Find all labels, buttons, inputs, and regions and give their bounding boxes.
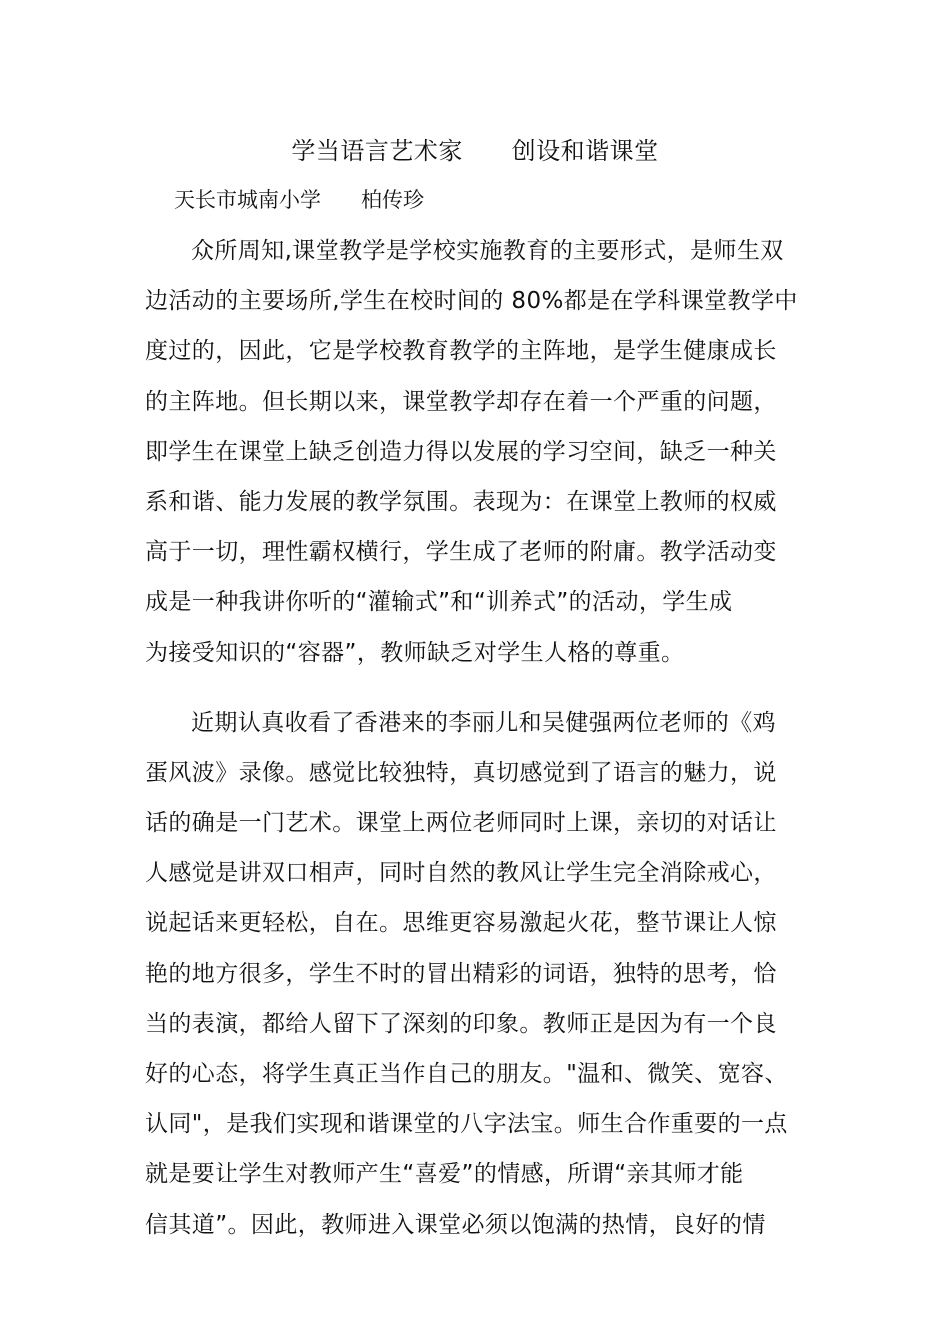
paragraph-line: 好的心态，将学生真正当作自己的朋友。"温和、微笑、宽容、 — [145, 1061, 788, 1087]
paragraph-line: 认同"，是我们实现和谐课堂的八字法宝。师生合作重要的一点 — [145, 1111, 788, 1138]
paragraph-line: 就是要让学生对教师产生“喜爱”的情感，所谓“亲其师才能 — [145, 1161, 744, 1188]
paragraph-line: 蛋风波》录像。感觉比较独特，真切感觉到了语言的魅力，说 — [145, 759, 777, 786]
paragraph-line: 话的确是一门艺术。课堂上两位老师同时上课，亲切的对话让 — [145, 810, 777, 837]
paragraph-line: 说起话来更轻松，自在。思维更容易激起火花，整节课让人惊 — [145, 910, 777, 937]
paragraph-line: 高于一切，理性霸权横行，学生成了老师的附庸。教学活动变 — [145, 539, 777, 566]
paragraph-2 — [145, 698, 807, 1250]
paragraph-line: 边活动的主要场所,学生在校时间的 80%都是在学科课堂教学中 — [145, 288, 798, 315]
paragraph-line: 当的表演，都给人留下了深刻的印象。教师正是因为有一个良 — [145, 1010, 777, 1037]
paragraph-line: 系和谐、能力发展的教学氛围。表现为：在课堂上教师的权威 — [145, 488, 777, 515]
document-body — [145, 226, 807, 1270]
paragraph-line: 的主阵地。但长期以来，课堂教学却存在着一个严重的问题， — [145, 388, 777, 415]
paragraph-line: 度过的，因此，它是学校教育教学的主阵地，是学生健康成长 — [145, 338, 777, 365]
paragraph-1 — [145, 226, 807, 678]
paragraph-line: 即学生在课堂上缺乏创造力得以发展的学习空间，缺乏一种关 — [145, 438, 777, 465]
paragraph-line: 近期认真收看了香港来的李丽儿和吴健强两位老师的《鸡 — [191, 709, 776, 736]
document-title: 学当语言艺术家 创设和谐课堂 — [291, 137, 659, 165]
paragraph-line: 成是一种我讲你听的“灌输式”和“训养式”的活动，学生成 — [145, 589, 733, 616]
paragraph-line: 信其道”。因此，教师进入课堂必须以饱满的热情，良好的情 — [145, 1211, 766, 1238]
author-byline: 天长市城南小学 柏传珍 — [174, 188, 425, 212]
paragraph-line: 艳的地方很多，学生不时的冒出精彩的词语，独特的思考，恰 — [145, 960, 777, 987]
paragraph-line: 众所周知,课堂教学是学校实施教育的主要形式，是师生双 — [191, 238, 784, 264]
paragraph-line: 人感觉是讲双口相声，同时自然的教风让学生完全消除戒心， — [145, 860, 777, 887]
paragraph-line: 为接受知识的“容器”，教师缺乏对学生人格的尊重。 — [145, 639, 685, 666]
